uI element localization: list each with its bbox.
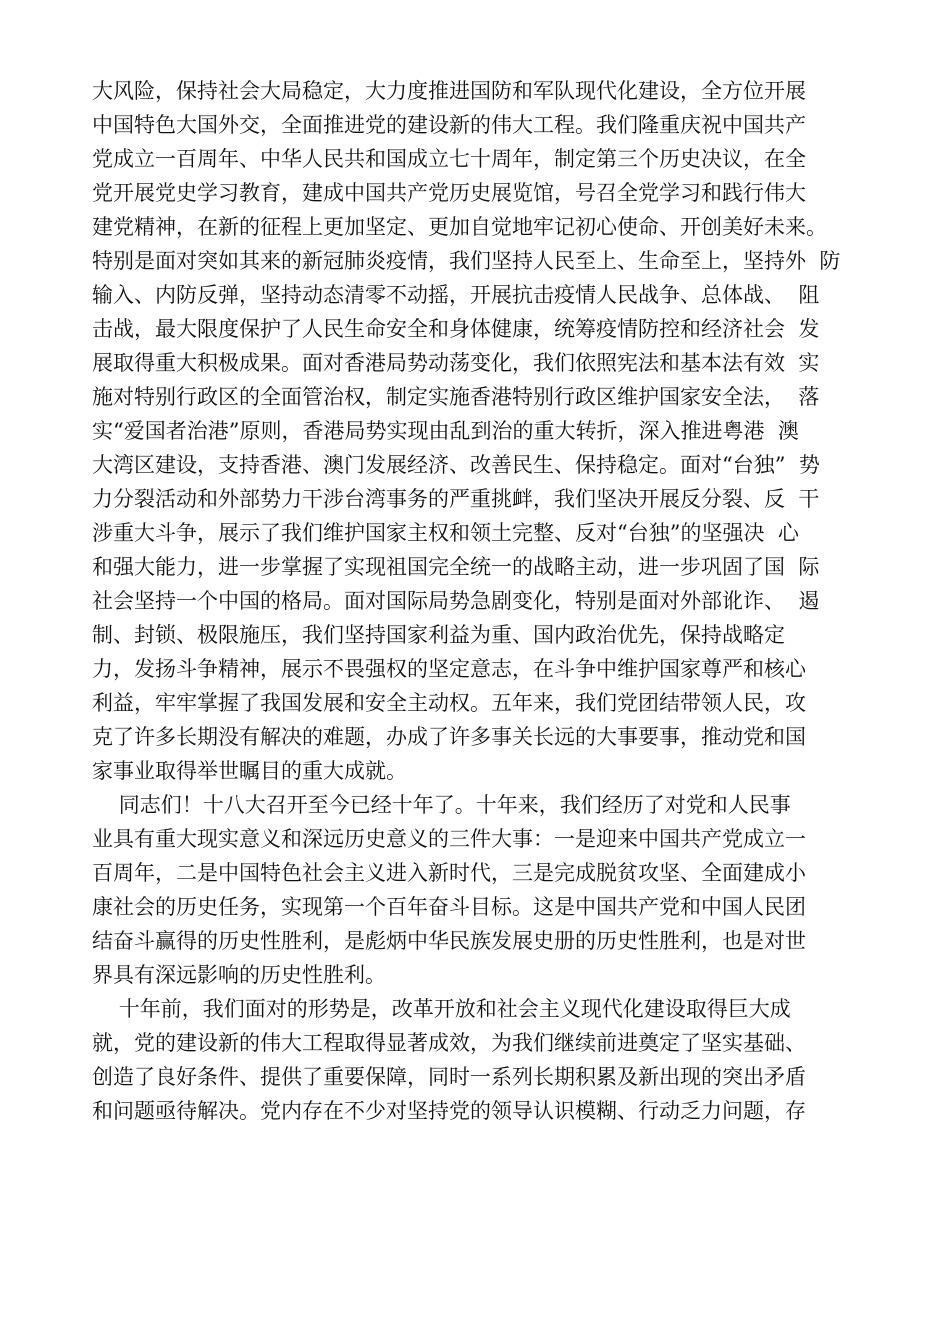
- text-line: 大风险，保持社会大局稳定，大力度推进国防和军队现代化建设，全方位开展: [92, 79, 806, 103]
- text-line: 党开展党史学习教育，建成中国共产党历史展览馆，号召全党学习和践行伟大: [92, 181, 806, 205]
- text-line: 力分裂活动和外部势力干涉台湾事务的严重挑衅，我们坚决开展反分裂、反 干: [92, 487, 820, 511]
- text-line: 力，发扬斗争精神，展示不畏强权的坚定意志，在斗争中维护国家尊严和核心: [92, 657, 806, 681]
- text-line: 涉重大斗争，展示了我们维护国家主权和领土完整、反对“台独”的坚强决 心: [92, 521, 799, 545]
- text-line: 展取得重大积极成果。面对香港局势动荡变化，我们依照宪法和基本法有效 实: [92, 351, 820, 375]
- text-line: 输入、内防反弹，坚持动态清零不动摇，开展抗击疫情人民战争、总体战、 阻: [92, 283, 820, 307]
- text-line: 利益，牢牢掌握了我国发展和安全主动权。五年来，我们党团结带领人民，攻: [92, 691, 806, 715]
- text-line: 结奋斗赢得的历史性胜利，是彪炳中华民族发展史册的历史性胜利，也是对世: [92, 929, 806, 953]
- paragraph-3: [92, 992, 872, 1128]
- text-line: 家事业取得举世瞩目的重大成就。: [92, 759, 407, 783]
- paragraph-1: [92, 74, 872, 788]
- text-line: 就，党的建设新的伟大工程取得显著成效，为我们继续前进奠定了坚实基础、: [92, 1031, 806, 1055]
- text-line: 社会坚持一个中国的格局。面对国际局势急剧变化，特别是面对外部讹诈、 遏: [92, 589, 820, 613]
- text-line: 业具有重大现实意义和深远历史意义的三件大事：一是迎来中国共产党成立一: [92, 827, 806, 851]
- text-line: 十年前，我们面对的形势是，改革开放和社会主义现代化建设取得巨大成: [92, 997, 791, 1021]
- text-line: 实“爱国者治港”原则，香港局势实现由乱到治的重大转折，深入推进粤港 澳: [92, 419, 799, 443]
- text-line: 界具有深远影响的历史性胜利。: [92, 963, 386, 987]
- text-line: 特别是面对突如其来的新冠肺炎疫情，我们坚持人民至上、生命至上，坚持外 防: [92, 249, 841, 273]
- text-line: 克了许多长期没有解决的难题，办成了许多事关长远的大事要事，推动党和国: [92, 725, 806, 749]
- paragraph-2: [92, 788, 872, 992]
- document-body: [92, 74, 872, 1128]
- text-line: 党成立一百周年、中华人民共和国成立七十周年，制定第三个历史决议，在全: [92, 147, 806, 171]
- text-line: 中国特色大国外交，全面推进党的建设新的伟大工程。我们隆重庆祝中国共产: [92, 113, 806, 137]
- text-line: 同志们！十八大召开至今已经十年了。十年来，我们经历了对党和人民事: [92, 793, 791, 817]
- text-line: 施对特别行政区的全面管治权，制定实施香港特别行政区维护国家安全法， 落: [92, 385, 820, 409]
- text-line: 创造了良好条件、提供了重要保障，同时一系列长期积累及新出现的突出矛盾: [92, 1065, 806, 1089]
- text-line: 制、封锁、极限施压，我们坚持国家利益为重、国内政治优先，保持战略定: [92, 623, 785, 647]
- text-line: 大湾区建设，支持香港、澳门发展经济、改善民生、保持稳定。面对“台独” 势: [92, 453, 820, 477]
- text-line: 百周年，二是中国特色社会主义进入新时代，三是完成脱贫攻坚、全面建成小: [92, 861, 806, 885]
- text-line: 建党精神，在新的征程上更加坚定、更加自觉地牢记初心使命、开创美好未来。: [92, 215, 827, 239]
- text-line: 和问题亟待解决。党内存在不少对坚持党的领导认识模糊、行动乏力问题，存: [92, 1099, 806, 1123]
- text-line: 康社会的历史任务，实现第一个百年奋斗目标。这是中国共产党和中国人民团: [92, 895, 806, 919]
- text-line: 和强大能力，进一步掌握了实现祖国完全统一的战略主动，进一步巩固了国 际: [92, 555, 820, 579]
- text-line: 击战，最大限度保护了人民生命安全和身体健康，统筹疫情防控和经济社会 发: [92, 317, 820, 341]
